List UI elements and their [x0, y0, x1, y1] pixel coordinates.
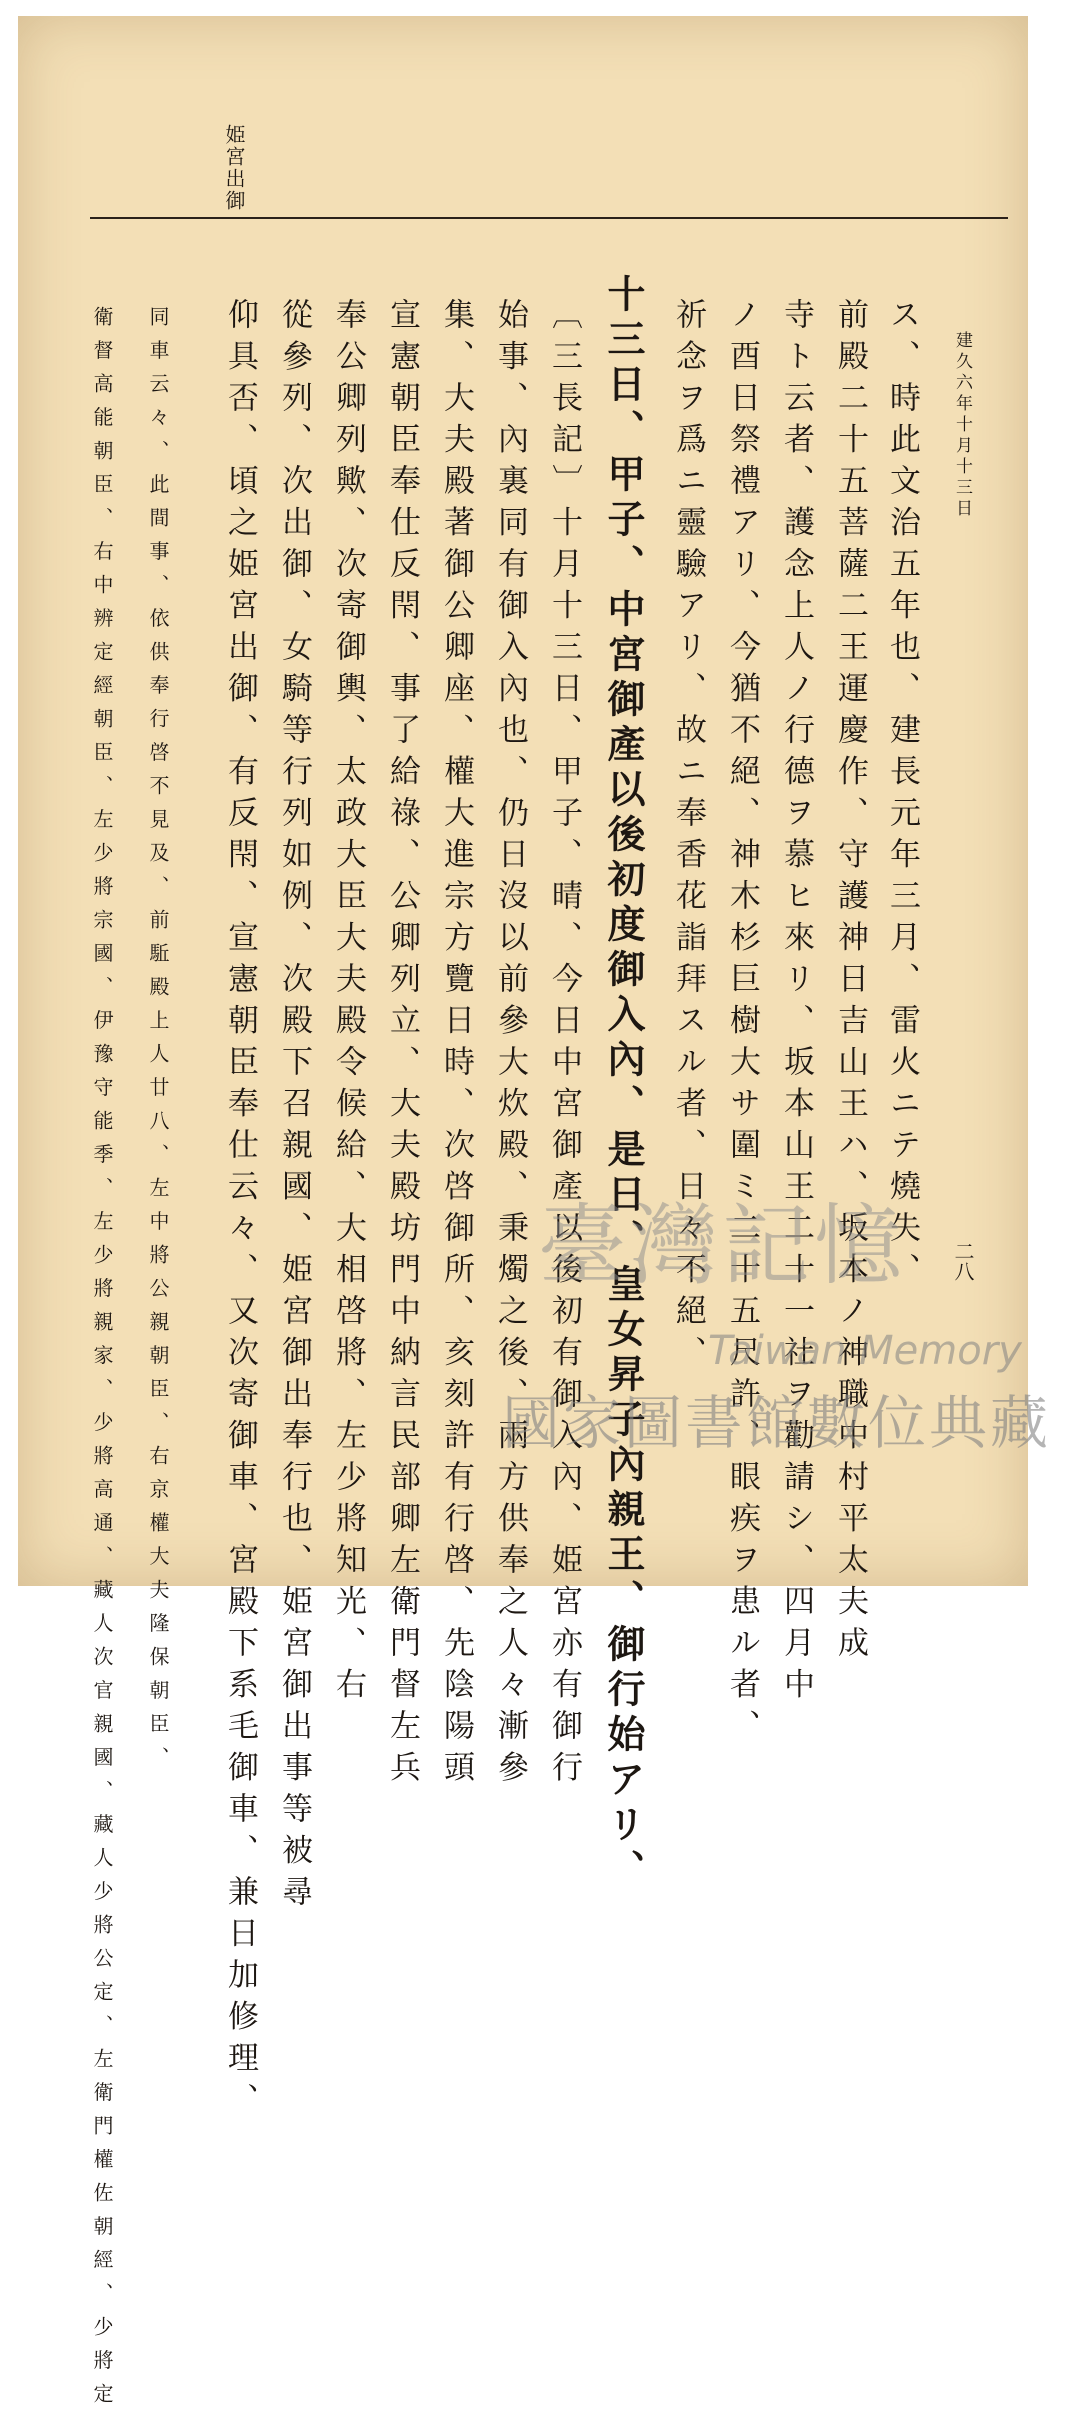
- watermark-title: 臺灣記憶: [538, 1194, 907, 1297]
- text-column: 宣憲朝臣奉仕反閇、事了給祿、公卿列立、大夫殿坊門中納言民部卿左衛門督左兵: [384, 298, 420, 1792]
- text-column: 始事、內裏同有御入內也、仍日沒以前參大炊殿、秉燭之後、兩方供奉之人々漸參: [492, 298, 528, 1792]
- entry-heading: 十三日、甲子、中宮御產以後初度御入內、是日、皇女昇子內親王、御行始アリ、: [601, 274, 646, 1894]
- text-column: 前殿二十五菩薩二王運慶作、守護神日吉山王ハ、坂本ノ神職中村平太夫成: [832, 298, 868, 1668]
- document-page: [18, 16, 1052, 2417]
- text-column: 從參列、次出御、女騎等行列如例、次殿下召親國、姫宮御出奉行也、姫宮御出事等被尋: [276, 298, 312, 1917]
- annotation-column: 同車云々、此間事、依供奉行啓不見及、前駈殿上人廿八、左中將公親朝臣、右京權大夫隆保朝臣、: [146, 306, 170, 1780]
- text-column: 寺ト云者、護念上人ノ行德ヲ慕ヒ來リ、坂本山王二十一社ヲ勸請シ、四月中: [778, 298, 814, 1709]
- running-header-date: 建久六年十月十三日: [952, 331, 972, 520]
- annotation-column: 衛督高能朝臣、右中辨定經朝臣、左少將宗國、伊豫守能季、左少將親家、少將高通、藏人次官親國、藏人少將公定、左衛門權佐朝經、少將定: [90, 306, 114, 2417]
- text-column: 祈念ヲ爲ニ靈驗アリ、故ニ奉香花詣拜スル者、日々不絕、: [670, 298, 706, 1377]
- text-column: 奉公卿列歟、次寄御輿、太政大臣大夫殿令候給、大相啓將、左少將知光、右: [330, 298, 366, 1709]
- text-column: 仰具否、頃之姫宮出御、有反閇、宣憲朝臣奉仕云々、又次寄御車、宮殿下系毛御車、兼日加修理、: [222, 298, 258, 2124]
- page-number: 二八: [951, 1241, 975, 1281]
- watermark-organization: 國家圖書館數位典藏: [502, 1389, 1052, 1457]
- text-column: 集、大夫殿著御公卿座、權大進宗方覽日時、次啓御所、亥刻許有行啓、先陰陽頭: [438, 298, 474, 1792]
- header-rule: [90, 217, 1008, 219]
- text-column: 〔三長記〕十月十三日、甲子、晴、今日中宮御產以後初有御入內、姫宮亦有御行: [546, 298, 582, 1792]
- watermark-english: Taiwan Memory: [708, 1328, 1022, 1374]
- section-heading: 姫宮出御: [222, 124, 246, 212]
- text-column: ノ酉日祭禮アリ、今猶不絕、神木杉巨樹大サ圍ミ二十五尺許、眼疾ヲ患ル者、: [724, 298, 760, 1751]
- text-column: ス、時此文治五年也、建長元年三月、雷火ニテ燒失、: [884, 298, 920, 1294]
